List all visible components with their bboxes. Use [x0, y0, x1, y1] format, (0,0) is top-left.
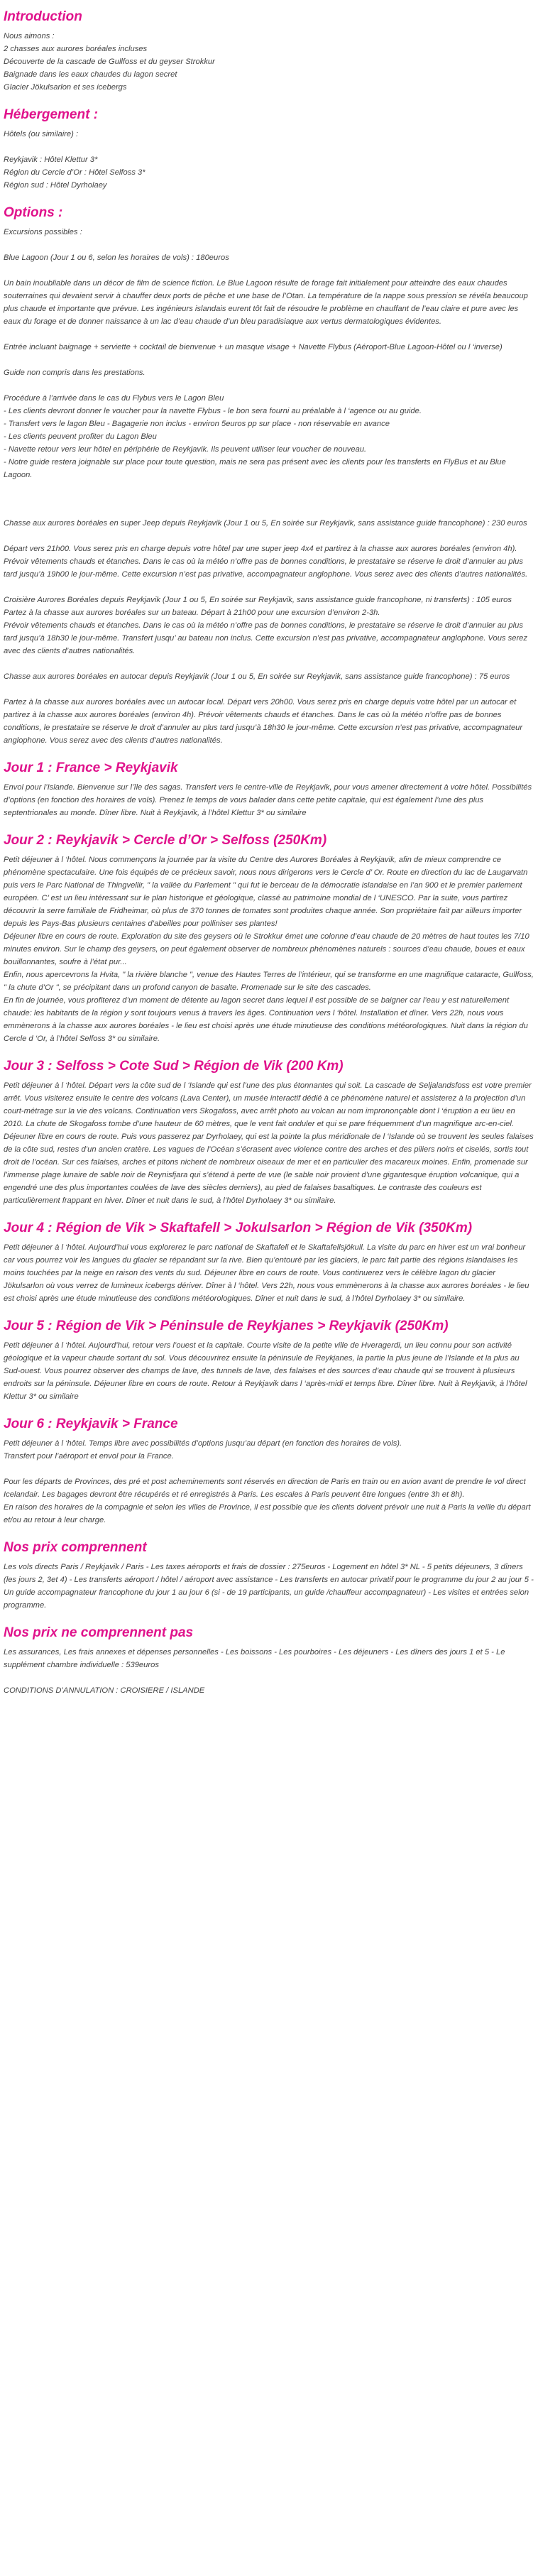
text-block — [4, 1561, 534, 1612]
text-line: - Navette retour vers leur hôtel en périphérie de Reykjavik. Ils peuvent utiliser leur voucher de nouveau. — [4, 445, 367, 454]
text-line: Pour les départs de Provinces, des pré et post acheminements sont réservés en direction de Paris en train ou en avion avant de prendre le vol direct Icelandair. Les bagages devront être récupérés et ré enregistrés à Paris. Les escales à Paris peuvent être longues (entre 3h et 8h). — [4, 1478, 526, 1499]
text-block — [4, 517, 534, 530]
section-heading: Jour 4 : Région de Vik > Skaftafell > Jokulsarlon > Région de Vik (350Km) — [4, 1221, 473, 1235]
section — [4, 204, 534, 747]
text-line: Blue Lagoon (Jour 1 ou 6, selon les horaires de vols) : 180euros — [4, 253, 229, 262]
text-line: Excursions possibles : — [4, 228, 82, 236]
section — [4, 1220, 534, 1305]
text-block — [4, 1339, 534, 1403]
section — [4, 107, 534, 192]
text-line: Région sud : Hôtel Dyrholaey — [4, 181, 107, 190]
text-block — [4, 1646, 534, 1671]
text-block — [4, 251, 534, 264]
text-block — [4, 153, 534, 192]
text-block — [4, 594, 534, 657]
text-line: Croisière Aurores Boréales depuis Reykjavik (Jour 1 ou 5, En soirée sur Reykjavik, sans assistance guide francophone, ni transferts) : 105 euros — [4, 596, 512, 604]
section-heading: Nos prix comprennent — [4, 1540, 147, 1555]
paragraph: Départ vers 21h00. Vous serez pris en charge depuis votre hôtel par une super jeep 4x4 et partirez à la chasse aux aurores boréales (environ 4h). Prévoir vêtements chauds et étanches. Dans le cas où la météo n’offre pas de bonnes conditions, le prestataire se réserve le droit d’annuler au plus tard jusqu’à 19h00 le jour-même. Cette excursion n’est pas privative, accompagnateur anglophone. Vous serez avec des clients d’autres nationalités. — [4, 545, 528, 579]
text-line: Baignade dans les eaux chaudes du lagon secret — [4, 70, 177, 79]
text-line: Reykjavik : Hôtel Klettur 3* — [4, 155, 98, 164]
text-block — [4, 670, 534, 683]
paragraph: Chasse aux aurores boréales en super Jeep depuis Reykjavik (Jour 1 ou 5, En soirée sur Reykjavik, sans assistance guide francophone) : 230 euros — [4, 519, 527, 528]
text-line: Partez à la chasse aux aurores boréales sur un bateau. Départ à 21h00 pour une excursion d’environ 2-3h. — [4, 608, 380, 617]
text-block — [4, 226, 534, 239]
paragraph: Partez à la chasse aux aurores boréales avec un autocar local. Départ vers 20h00. Vous serez pris en charge depuis votre hôtel par un autocar et partirez à la chasse aux aurores boréales (environ 4h). Prévoir vêtements chauds et étanches. Dans le cas où la météo n’offre pas de bonnes conditions, le prestataire se réserve le droit d’annuler au plus tard jusqu’à 18h30 le jour-même. Cette excursion n’est pas privative, accompagnateur anglophone. Vous serez avec des clients d’autres nationalités. — [4, 698, 523, 745]
text-line: Déjeuner libre en cours de route. Exploration du site des geysers où le Strokkur émet une colonne d’eau chaude de 20 mètres de haut toutes les 7/10 minutes environ. Sur le champ des geysers, on peut également observer de nombreux phénomènes naturels : sources d’eau chaude, boues et eaux bouillonnantes, soufre à l’état pur... — [4, 932, 529, 966]
text-line: Guide non compris dans les prestations. — [4, 369, 146, 377]
text-block — [4, 542, 534, 581]
text-line: Enfin, nous apercevrons la Hvita, " la rivière blanche ", venue des Hautes Terres de l’intérieur, qui se transforme en une magnifique cataracte, Gullfoss, " la chute d’Or ", se précipitant dans un profond canyon de basalte. Promenade sur le site des cascades. — [4, 971, 534, 992]
section-heading: Jour 5 : Région de Vik > Péninsule de Reykjanes > Reykjavik (250Km) — [4, 1319, 449, 1333]
section — [4, 1416, 534, 1527]
text-block — [4, 366, 534, 379]
text-line: - Transfert vers le lagon Bleu - Bagagerie non inclus - environ 5euros pp sur place - non réservable en avance — [4, 420, 390, 428]
section — [4, 1625, 534, 1697]
text-line: Glacier Jökulsarlon et ses icebergs — [4, 83, 127, 92]
paragraph: Envol pour l’Islande. Bienvenue sur l’île des sagas. Transfert vers le centre-ville de Reykjavik, pour vous amener directement à votre hôtel. Possibilités d’options (en fonction des horaires de vols). Prenez le temps de vous balader dans cette petite capitale, qui est également l’une des plus septentrionales au monde. Dîner libre. Nuit à Reykjavik, à l’hôtel Klettur 3* ou similaire — [4, 783, 532, 817]
section — [4, 1058, 534, 1207]
paragraph: Les vols directs Paris / Reykjavik / Paris - Les taxes aéroports et frais de dossier : 275euros - Logement en hôtel 3* NL - 5 petits déjeuners, 3 dîners (les jours 2, 3et 4) - Les transferts aéroport / hôtel / aéroport avec assistance - Les transferts en autocar privatif pour le programme du jour 2 au jour 5 - Un guide accompagnateur francophone du jour 1 au jour 6 (si - de 19 participants, un guide /chauffeur accompagnateur) - Les visites et entrées selon programme. — [4, 1563, 534, 1610]
text-line: Petit déjeuner à l ‘hôtel. Temps libre avec possibilités d’options jusqu’au départ (en fonction des horaires de vols). — [4, 1439, 402, 1448]
text-block — [4, 1241, 534, 1305]
section-heading: Jour 2 : Reykjavik > Cercle d’Or > Selfoss (250Km) — [4, 833, 327, 848]
section-heading: Nos prix ne comprennent pas — [4, 1625, 194, 1640]
text-line: - Les clients peuvent profiter du Lagon Bleu — [4, 432, 157, 441]
section — [4, 1539, 534, 1612]
section-heading: Jour 6 : Reykjavik > France — [4, 1417, 178, 1431]
paragraph: Les assurances, Les frais annexes et dépenses personnelles - Les boissons - Les pourboires - Les déjeuners - Les dîners des jours 1 et 5 - Le supplément chambre individuelle : 539euros — [4, 1648, 505, 1669]
text-block — [4, 277, 534, 328]
text-line: CONDITIONS D’ANNULATION : CROISIERE / ISLANDE — [4, 1686, 205, 1695]
text-block — [4, 781, 534, 819]
section-heading: Jour 1 : France > Reykjavik — [4, 760, 178, 775]
text-line: Procédure à l’arrivée dans le cas du Flybus vers le Lagon Bleu — [4, 394, 224, 403]
text-line: - Les clients devront donner le voucher pour la navette Flybus - le bon sera fourni au préalable à l ‘agence ou au guide. — [4, 407, 422, 415]
text-line: - Notre guide restera joignable sur place pour toute question, mais ne sera pas présent avec les clients pour les transferts en FlyBus et au Blue Lagoon. — [4, 458, 506, 479]
paragraph: Un bain inoubliable dans un décor de film de science fiction. Le Blue Lagoon résulte de forage fait initialement pour atteindre des eaux chaudes souterraines qui devaient servir à chauffer deux ports de pêche et une base de l’Otan. La température de la nappe sous pression se révéla beaucoup plus chaude et importante que prévue. Les ingénieurs islandais eurent tôt fait de résoudre le problème en chauffant de l’eau claire et pure avec les eaux du forage et de donner naissance à un lac d’eau chaude d’un bleu paradisiaque aux vertus dermatologiques évidentes. — [4, 279, 528, 326]
text-line: Petit déjeuner à l ‘hôtel. Nous commençons la journée par la visite du Centre des Aurores Boréales à Reykjavik, afin de mieux comprendre ce phénomène spectaculaire. Une fois équipés de ce précieux savoir, nous nous dirigerons vers le Cercle d’ Or. Route en direction du lac de Laugarvatn puis vers le Parc National de Thingvellir, " la vallée du Parlement " qui fut le berceau de la démocratie islandaise en l’an 900 et le premier parlement européen. C’ est un lieu intéressant sur le plan historique et géologique, classé au patrimoine mondial de l ‘UNESCO. Par la suite, vous partirez découvrir la serre familiale de Fridheimar, où plus de 370 tonnes de tomates sont produites chaque année. Son propriétaire fait par ailleurs importer depuis les Pays-Bas plusieurs centaines d’abeilles pour polliniser ses plantes! — [4, 856, 528, 928]
text-block — [4, 1475, 534, 1527]
text-line: Transfert pour l’aéroport et envol pour la France. — [4, 1452, 174, 1461]
text-block — [4, 696, 534, 747]
itinerary-document — [0, 9, 538, 1697]
text-block — [4, 1437, 534, 1463]
section — [4, 9, 534, 94]
text-line: Découverte de la cascade de Gullfoss et du geyser Strokkur — [4, 58, 215, 66]
paragraph: Petit déjeuner à l ‘hôtel. Aujourd’hui vous explorerez le parc national de Skaftafell et le Skaftafellsjökull. La visite du parc en hiver est un vrai bonheur car vous pourrez voir les langues du glacier se répandant sur la rive. Bien qu’entouré par les glaciers, le parc fait partie des régions islandaises les moins touchées par la neige en raison des vents du sud. Déjeuner libre en cours de route. Vous continuerez vers le célèbre lagon du glacier Jökulsarlon où vous verrez de lumineux icebergs dériver. Dîner à l ‘hôtel. Vers 22h, nous vous emmènerons à la chasse aux aurores boréales - le lieu est choisi après une étude minutieuse des conditions météorologiques. Dîner et nuit dans le sud, à l’hôtel Dyrholaey 3* ou similaire. — [4, 1243, 529, 1303]
text-block — [4, 392, 534, 481]
text-line: En fin de journée, vous profiterez d’un moment de détente au lagon secret dans lequel il est possible de se baigner car l’eau y est naturellement chaude: les habitants de la région y sont toujours venus à travers les âges. Continuation vers l ‘hôtel. Installation et dîner. Vers 22h, nous vous emmènerons à la chasse aux aurores boréales - le lieu est choisi après une étude minutieuse des conditions météorologiques. Nuit dans la région du Cercle d ‘Or, à l’hôtel Selfoss 3* ou similaire. — [4, 996, 528, 1043]
text-block — [4, 1684, 534, 1697]
section — [4, 760, 534, 819]
text-line: 2 chasses aux aurores boréales incluses — [4, 45, 148, 53]
text-block — [4, 128, 534, 141]
text-line: Prévoir vêtements chauds et étanches. Dans le cas où la météo n’offre pas de bonnes conditions, le prestataire se réserve le droit d’annuler au plus tard jusqu’à 18h30 le jour-même. Transfert jusqu’ au bateau non inclus. Cette excursion n’est pas privative, accompagnateur anglophone. Vous serez avec des clients d’autres nationalités. — [4, 621, 527, 655]
text-line: Région du Cercle d’Or : Hôtel Selfoss 3* — [4, 168, 146, 177]
text-line: Nous aimons : — [4, 32, 55, 40]
section-heading: Options : — [4, 205, 63, 220]
section-heading: Jour 3 : Selfoss > Cote Sud > Région de Vik (200 Km) — [4, 1059, 344, 1074]
section — [4, 832, 534, 1045]
paragraph: Entrée incluant baignage + serviette + cocktail de bienvenue + un masque visage + Navette Flybus (Aéroport-Blue Lagoon-Hôtel ou l ‘inverse) — [4, 343, 503, 351]
paragraph: Petit déjeuner à l ‘hôtel. Départ vers la côte sud de l ‘Islande qui est l’une des plus étonnantes qui soit. La cascade de Seljalandsfoss est votre premier arrêt. Vous visiterez ensuite le centre des volcans (Lava Center), un musée interactif dédié à ce phénomène naturel et assisterez à la projection d’un court-métrage sur la vie des volcans. Continuation vers Skogafoss, avec arrêt photo au volcan au nom imprononçable dont l ‘éruption a eu lieu en 2010. La chute de Skogafoss tombe d’une hauteur de 60 mètres, que le vent fait onduler et qui se pare fréquemment d’un magnifique arc-en-ciel. Déjeuner libre en cours de route. Puis vous passerez par Dyrholaey, qui est la pointe la plus méridionale de l ‘Islande où se trouvent les seules falaises de la côte sud, restes d’un ancien cratère. Les vagues de l’Océan s’écrasent avec violence contre des arches et des piliers noirs et ciselés, sortis tout droit de l’océan. Sur ces falaises, arches et pitons nichent de nombreux oiseaux de mer et en particulier des macareux moines. Enfin, promenade sur l’immense plage lunaire de sable noir de Reynisfjara qui s’étend à perte de vue (le sable noir provient d’une gigantesque éruption volcanique, qui a engendré une des plus importantes coulées de lave des siècles derniers), au pied de falaises basaltiques. Le contraste des couleurs est particulièrement frappant en hiver. Dîner et nuit dans le sud, à l’hôtel Dyrholaey 3* ou similaire. — [4, 1081, 534, 1205]
spacer — [4, 494, 534, 517]
text-line: En raison des horaires de la compagnie et selon les villes de Province, il est possible que les clients doivent prévoir une nuit à Paris la veille du départ et/ou au retour à leur charge. — [4, 1503, 531, 1524]
text-block — [4, 853, 534, 1045]
paragraph: Chasse aux aurores boréales en autocar depuis Reykjavik (Jour 1 ou 5, En soirée sur Reykjavik, sans assistance guide francophone) : 75 euros — [4, 672, 510, 681]
text-line: Hôtels (ou similaire) : — [4, 130, 79, 138]
section-heading: Hébergement : — [4, 107, 99, 122]
text-block — [4, 30, 534, 94]
text-block — [4, 1079, 534, 1207]
section-heading: Introduction — [4, 9, 82, 24]
paragraph: Petit déjeuner à l ‘hôtel. Aujourd’hui, retour vers l’ouest et la capitale. Courte visite de la petite ville de Hveragerdi, un lieu connu pour son activité géologique et la vapeur chaude sortant du sol. Vous découvrirez ensuite la péninsule de Reykjanes, la partie la plus jeune de l’Islande et la plus au Sud-ouest. Vous pourrez observer des champs de lave, des tunnels de lave, des falaises et des sources d’eau chaude qui se trouvent à plusieurs endroits sur la péninsule. Déjeuner libre en cours de route. Retour à Reykjavik dans l ‘après-midi et temps libre. Dîner libre. Nuit à Reykjavik, à l’hôtel Klettur 3* ou similaire — [4, 1341, 527, 1401]
text-block — [4, 341, 534, 354]
section — [4, 1318, 534, 1403]
